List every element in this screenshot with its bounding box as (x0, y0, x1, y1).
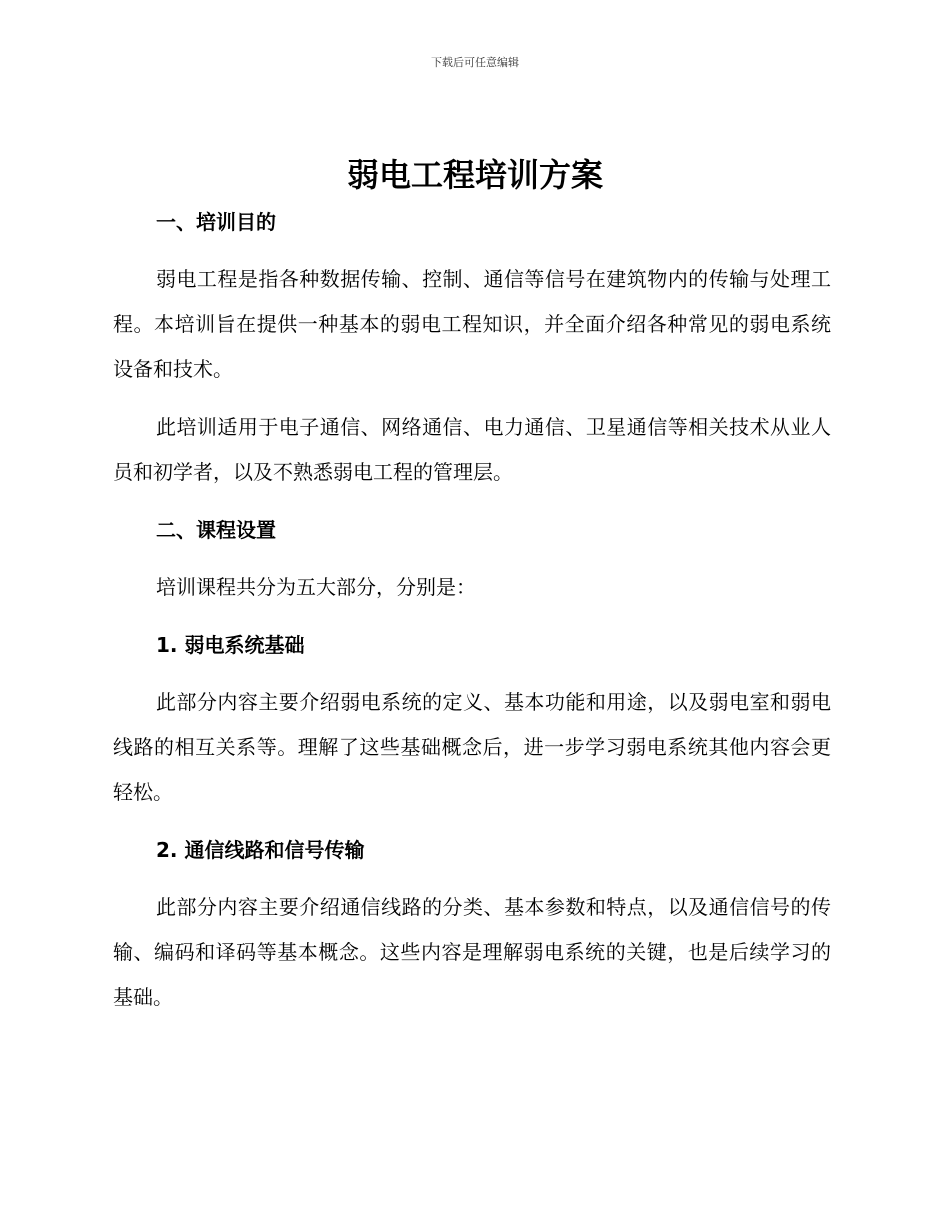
paragraph: 此部分内容主要介绍通信线路的分类、基本参数和特点，以及通信信号的传输、编码和译码等基本概念。这些内容是理解弱电系统的关键，也是后续学习的基础。 (113, 895, 831, 1009)
section-training-purpose (113, 200, 831, 495)
section-weak-current-basics (113, 623, 831, 815)
page-header-note: 下载后可任意编辑 (431, 56, 519, 69)
subsection-heading: 1. 弱电系统基础 (156, 633, 305, 657)
paragraph: 培训课程共分为五大部分，分别是： (156, 575, 476, 599)
subsection-heading: 2. 通信线路和信号传输 (156, 838, 365, 862)
document-body (113, 200, 831, 1020)
section-heading: 一、培训目的 (156, 210, 276, 234)
section-heading: 二、课程设置 (156, 518, 276, 542)
paragraph: 此部分内容主要介绍弱电系统的定义、基本功能和用途，以及弱电室和弱电线路的相互关系等。理解了这些基础概念后，进一步学习弱电系统其他内容会更轻松。 (113, 690, 831, 804)
section-communication-lines (113, 828, 831, 1020)
document-title: 弱电工程培训方案 (346, 156, 603, 194)
paragraph: 弱电工程是指各种数据传输、控制、通信等信号在建筑物内的传输与处理工程。本培训旨在提供一种基本的弱电工程知识，并全面介绍各种常见的弱电系统设备和技术。 (113, 267, 831, 381)
section-course-setup (113, 508, 831, 610)
paragraph: 此培训适用于电子通信、网络通信、电力通信、卫星通信等相关技术从业人员和初学者，以及不熟悉弱电工程的管理层。 (113, 415, 831, 484)
